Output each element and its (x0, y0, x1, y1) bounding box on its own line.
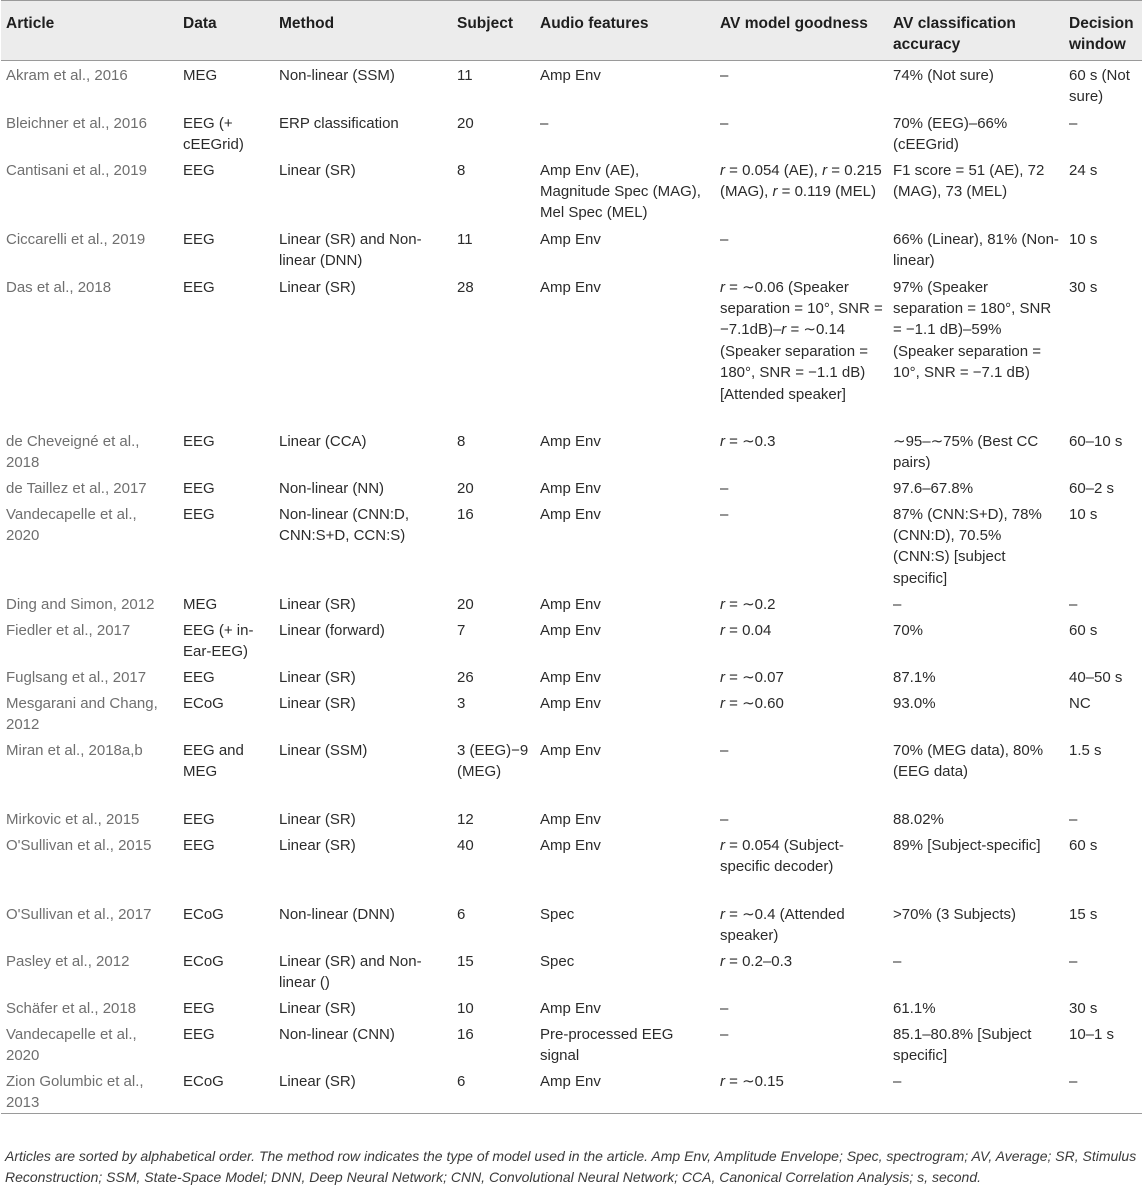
cell-method: Non-linear (DNN) (279, 905, 395, 923)
cell-audio-features: Amp Env (540, 999, 601, 1017)
header-av-model-goodness: AV model goodness (715, 1, 888, 61)
cell-subject: 20 (457, 114, 474, 132)
cell-decision-window: 10 s (1069, 230, 1098, 248)
cell-audio-features: Spec (540, 905, 575, 923)
cell-av-classification-accuracy: 70% (893, 621, 924, 639)
cell-decision-window: 60–10 s (1069, 432, 1123, 450)
cell-method: Linear (SR) (279, 278, 356, 296)
cell-decision-window: 1.5 s (1069, 741, 1102, 759)
cell-subject: 26 (457, 668, 474, 686)
header-article: Article (1, 1, 178, 61)
table-row (1, 663, 1142, 689)
table-row (1, 805, 1142, 831)
cell-subject: 16 (457, 1025, 474, 1043)
cell-data: EEG (183, 505, 215, 523)
cell-av-model-goodness: r = ∼0.3 (720, 432, 776, 450)
cell-method: Non-linear (CNN:D, CNN:S+D, CCN:S) (279, 505, 410, 544)
cell-subject: 15 (457, 952, 474, 970)
cell-av-model-goodness: – (720, 114, 729, 132)
header-row (1, 1, 1142, 61)
table-row (1, 225, 1142, 273)
table-row (1, 994, 1142, 1020)
cell-av-classification-accuracy: 93.0% (893, 694, 936, 712)
cell-article: Mesgarani and Chang, 2012 (6, 694, 158, 733)
cell-subject: 3 (EEG)−9 (MEG) (457, 741, 529, 780)
cell-decision-window: – (1064, 1067, 1142, 1114)
table-row (1, 61, 1142, 109)
table-row (1, 474, 1142, 500)
cell-av-model-goodness: – (720, 67, 729, 84)
cell-method: Linear (SR) (274, 1067, 452, 1114)
cell-article: Fiedler et al., 2017 (6, 621, 131, 639)
table-row (1, 831, 1142, 900)
cell-data: EEG (183, 1025, 215, 1043)
cell-data: ECoG (183, 905, 224, 923)
cell-av-model-goodness: r = ∼0.15 (715, 1067, 888, 1114)
cell-method: Linear (SR) (279, 999, 356, 1017)
cell-av-classification-accuracy: 87% (CNN:S+D), 78% (CNN:D), 70.5% (CNN:S) [subject specific] (893, 505, 1042, 587)
cell-av-model-goodness: r = ∼0.06 (Speaker separation = 10°, SNR = −7.1dB)–r = ∼0.14 (Speaker separation = 180°, SNR = −1.1 dB) [Attended speaker] (720, 278, 883, 403)
header-av-classification-accuracy: AV classification accuracy (888, 1, 1064, 61)
table-footnote: Articles are sorted by alphabetical order. The method row indicates the type of model used in the article. Amp Env, Amplitude Envelope; Spec, spectrogram; AV, Average; SR, Stimulus Reconstruction; SSM, State-Space Model; DNN, Deep Neural Network; CNN, Convolutional Neural Network; CCA, Canonical Correlation Analysis; s, second. (5, 1148, 1137, 1185)
cell-av-model-goodness: r = 0.2–0.3 (720, 952, 793, 970)
cell-method: Linear (SR) (279, 161, 356, 179)
cell-subject: 20 (457, 595, 474, 613)
cell-av-classification-accuracy: 85.1–80.8% [Subject specific] (893, 1025, 1032, 1064)
cell-decision-window: 10–1 s (1069, 1025, 1115, 1043)
cell-av-classification-accuracy: 66% (Linear), 81% (Non-linear) (893, 230, 1059, 269)
table-row (1, 900, 1142, 947)
cell-av-classification-accuracy: – (893, 952, 902, 970)
cell-av-model-goodness: – (720, 230, 729, 248)
table-row (1, 109, 1142, 156)
cell-av-classification-accuracy: – (893, 595, 902, 613)
cell-article: Vandecapelle et al., 2020 (6, 505, 137, 544)
cell-av-model-goodness: r = ∼0.2 (720, 595, 776, 613)
cell-method: Linear (SSM) (279, 741, 368, 759)
cell-subject: 6 (452, 1067, 535, 1114)
cell-audio-features: Amp Env (540, 810, 601, 828)
cell-decision-window: 15 s (1069, 905, 1098, 923)
cell-data: ECoG (183, 694, 224, 712)
cell-av-model-goodness: r = ∼0.07 (720, 668, 784, 686)
cell-av-model-goodness: r = 0.054 (AE), r = 0.215 (MAG), r = 0.119 (MEL) (720, 161, 882, 200)
cell-av-classification-accuracy: 74% (Not sure) (893, 67, 994, 84)
table-row (1, 156, 1142, 225)
cell-av-model-goodness: r = ∼0.4 (Attended speaker) (720, 905, 845, 944)
cell-av-model-goodness: – (720, 1025, 729, 1043)
cell-article: O'Sullivan et al., 2015 (6, 836, 152, 854)
cell-av-model-goodness: – (720, 810, 729, 828)
cell-article: de Cheveigné et al., 2018 (6, 432, 140, 471)
studies-table (1, 0, 1142, 1114)
cell-av-classification-accuracy: 87.1% (893, 668, 936, 686)
cell-audio-features: Amp Env (540, 621, 601, 639)
cell-subject: 28 (457, 278, 474, 296)
cell-decision-window: 60–2 s (1069, 479, 1115, 497)
cell-article: Das et al., 2018 (6, 278, 112, 296)
table-row (1, 1067, 1142, 1114)
cell-method: Non-linear (NN) (279, 479, 385, 497)
cell-data: ECoG (178, 1067, 274, 1114)
header-method: Method (274, 1, 452, 61)
cell-decision-window: NC (1069, 694, 1091, 712)
cell-av-classification-accuracy: – (888, 1067, 1064, 1114)
table-row (1, 736, 1142, 805)
cell-av-model-goodness: – (720, 479, 729, 497)
table-row (1, 273, 1142, 427)
cell-decision-window: – (1069, 952, 1078, 970)
cell-audio-features: Amp Env (540, 836, 601, 854)
cell-av-model-goodness: r = 0.054 (Subject-specific decoder) (720, 836, 844, 875)
cell-method: ERP classification (279, 114, 399, 132)
cell-subject: 7 (457, 621, 466, 639)
cell-audio-features: Amp Env (540, 230, 601, 248)
cell-data: EEG (183, 999, 215, 1017)
cell-article: Akram et al., 2016 (6, 67, 128, 84)
cell-data: EEG (183, 479, 215, 497)
cell-subject: 12 (457, 810, 474, 828)
header-data: Data (178, 1, 274, 61)
cell-audio-features: Amp Env (540, 67, 601, 84)
cell-method: Non-linear (CNN) (279, 1025, 395, 1043)
cell-article: Schäfer et al., 2018 (6, 999, 137, 1017)
cell-av-classification-accuracy: 97.6–67.8% (893, 479, 974, 497)
cell-subject: 10 (457, 999, 474, 1017)
table-row (1, 427, 1142, 474)
cell-av-classification-accuracy: ∼95–∼75% (Best CC pairs) (893, 432, 1039, 471)
cell-audio-features: – (540, 114, 549, 132)
cell-article: Ciccarelli et al., 2019 (6, 230, 146, 248)
cell-decision-window: 30 s (1069, 999, 1098, 1017)
cell-audio-features: Amp Env (AE), Magnitude Spec (MAG), Mel Spec (MEL) (540, 161, 701, 222)
cell-article: Ding and Simon, 2012 (6, 595, 155, 613)
table-row (1, 689, 1142, 736)
cell-data: EEG (183, 432, 215, 450)
cell-method: Linear (CCA) (279, 432, 367, 450)
cell-audio-features: Spec (540, 952, 575, 970)
table-row (1, 1020, 1142, 1067)
cell-subject: 6 (457, 905, 466, 923)
cell-audio-features: Amp Env (540, 479, 601, 497)
cell-av-classification-accuracy: >70% (3 Subjects) (893, 905, 1016, 923)
table-row (1, 616, 1142, 663)
cell-subject: 3 (457, 694, 466, 712)
cell-article: Pasley et al., 2012 (6, 952, 130, 970)
cell-article: Miran et al., 2018a,b (6, 741, 143, 759)
cell-audio-features: Amp Env (540, 278, 601, 296)
cell-subject: 20 (457, 479, 474, 497)
cell-audio-features: Amp Env (540, 432, 601, 450)
cell-decision-window: – (1069, 810, 1078, 828)
cell-av-classification-accuracy: 88.02% (893, 810, 944, 828)
cell-method: Linear (forward) (279, 621, 385, 639)
cell-audio-features: Pre-processed EEG signal (540, 1025, 674, 1064)
cell-av-model-goodness: – (720, 505, 729, 523)
cell-audio-features: Amp Env (535, 1067, 715, 1114)
cell-audio-features: Amp Env (540, 741, 601, 759)
cell-data: EEG (+ cEEGrid) (183, 114, 244, 153)
cell-decision-window: – (1069, 114, 1078, 132)
cell-article: Mirkovic et al., 2015 (6, 810, 140, 828)
cell-subject: 11 (457, 67, 473, 84)
table-row (1, 500, 1142, 590)
cell-article: Cantisani et al., 2019 (6, 161, 147, 179)
cell-decision-window: 24 s (1069, 161, 1098, 179)
cell-data: EEG (183, 161, 215, 179)
cell-decision-window: – (1069, 595, 1078, 613)
cell-method: Linear (SR) (279, 836, 356, 854)
cell-data: EEG and MEG (183, 741, 244, 780)
cell-audio-features: Amp Env (540, 694, 601, 712)
cell-av-model-goodness: r = ∼0.60 (720, 694, 784, 712)
cell-subject: 8 (457, 432, 466, 450)
cell-subject: 16 (457, 505, 474, 523)
cell-av-classification-accuracy: F1 score = 51 (AE), 72 (MAG), 73 (MEL) (893, 161, 1045, 200)
cell-subject: 11 (457, 230, 473, 248)
cell-method: Linear (SR) (279, 595, 356, 613)
cell-subject: 40 (457, 836, 474, 854)
table-body (1, 61, 1142, 1114)
cell-av-classification-accuracy: 70% (EEG)–66% (cEEGrid) (893, 114, 1008, 153)
cell-data: EEG (183, 836, 215, 854)
cell-article: de Taillez et al., 2017 (6, 479, 147, 497)
cell-audio-features: Amp Env (540, 505, 601, 523)
cell-audio-features: Amp Env (540, 595, 601, 613)
cell-audio-features: Amp Env (540, 668, 601, 686)
cell-data: EEG (183, 668, 215, 686)
cell-av-classification-accuracy: 70% (MEG data), 80% (EEG data) (893, 741, 1044, 780)
table-row (1, 590, 1142, 616)
header-decision-window: Decision window (1064, 1, 1142, 61)
cell-av-classification-accuracy: 89% [Subject-specific] (893, 836, 1041, 854)
cell-decision-window: 60 s (Not sure) (1069, 67, 1130, 106)
cell-article: Vandecapelle et al., 2020 (6, 1025, 137, 1064)
cell-decision-window: 60 s (1069, 836, 1098, 854)
cell-decision-window: 40–50 s (1069, 668, 1123, 686)
cell-data: EEG (183, 230, 215, 248)
cell-article: Zion Golumbic et al., 2013 (1, 1067, 178, 1114)
cell-method: Linear (SR) (279, 668, 356, 686)
cell-data: MEG (183, 67, 218, 84)
cell-av-model-goodness: – (720, 999, 729, 1017)
cell-method: Linear (SR) (279, 810, 356, 828)
table-row (1, 947, 1142, 994)
cell-av-model-goodness: – (720, 741, 729, 759)
cell-article: Bleichner et al., 2016 (6, 114, 147, 132)
cell-av-classification-accuracy: 97% (Speaker separation = 180°, SNR = −1.1 dB)–59% (Speaker separation = 10°, SNR = −7.1 dB) (893, 278, 1052, 382)
cell-method: Linear (SR) and Non-linear (DNN) (279, 230, 422, 269)
cell-decision-window: 60 s (1069, 621, 1098, 639)
cell-decision-window: 30 s (1069, 278, 1098, 296)
cell-method: Linear (SR) (279, 694, 356, 712)
cell-data: MEG (183, 595, 218, 613)
cell-data: EEG (183, 810, 215, 828)
cell-data: ECoG (183, 952, 224, 970)
cell-av-model-goodness: r = 0.04 (720, 621, 772, 639)
cell-decision-window: 10 s (1069, 505, 1098, 523)
cell-method: Linear (SR) and Non-linear () (279, 952, 422, 991)
cell-av-classification-accuracy: 61.1% (893, 999, 936, 1017)
cell-data: EEG (183, 278, 215, 296)
cell-data: EEG (+ in-Ear-EEG) (183, 621, 254, 660)
cell-subject: 8 (457, 161, 466, 179)
cell-article: Fuglsang et al., 2017 (6, 668, 147, 686)
header-audio-features: Audio features (535, 1, 715, 61)
cell-method: Non-linear (SSM) (279, 67, 395, 84)
header-subject: Subject (452, 1, 535, 61)
cell-article: O'Sullivan et al., 2017 (6, 905, 152, 923)
